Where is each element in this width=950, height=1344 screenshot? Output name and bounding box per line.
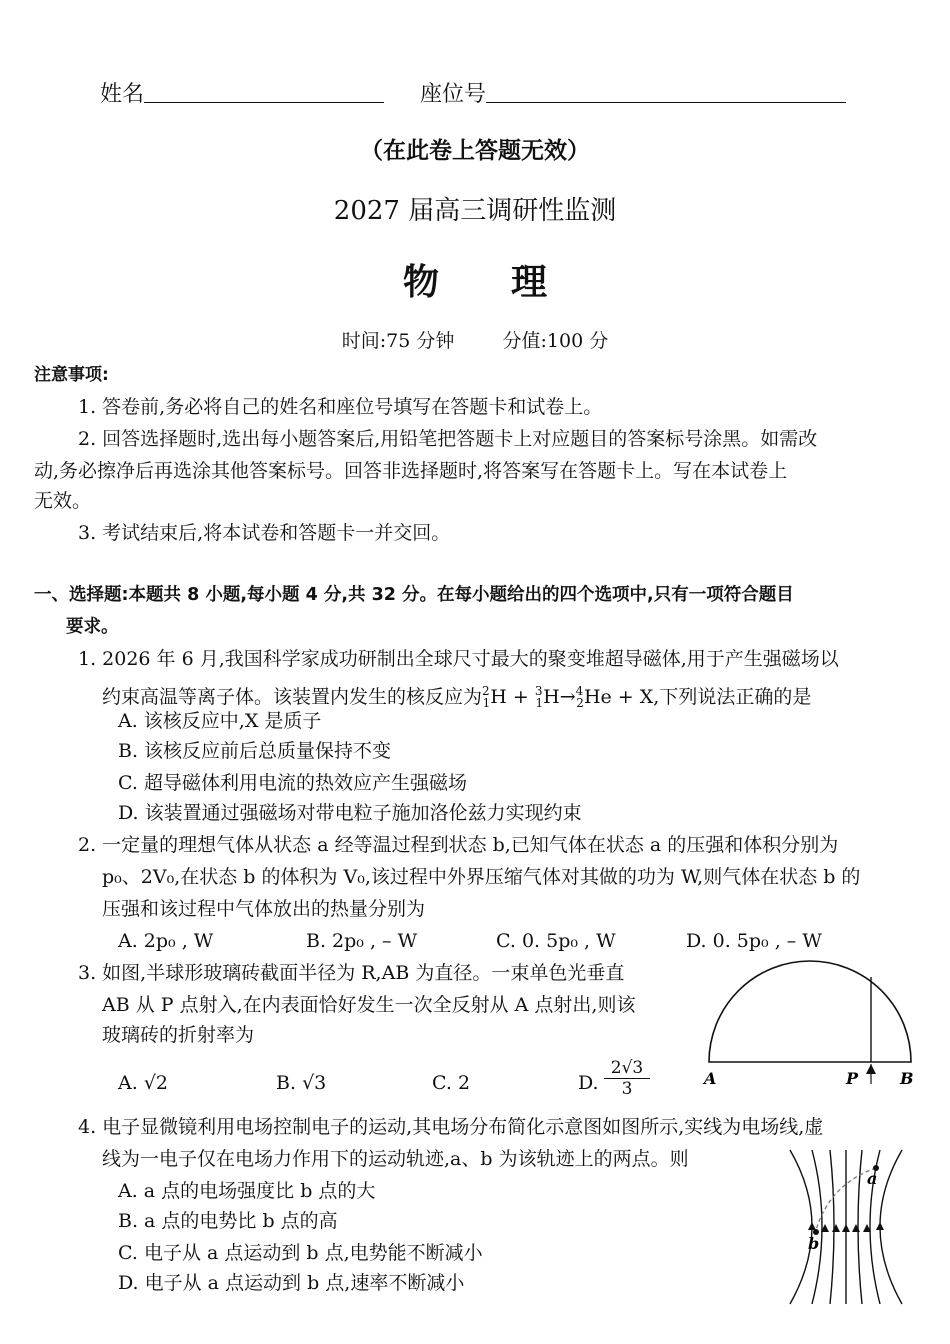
h2-mass: 2 <box>482 684 490 698</box>
q3-line1: 3. 如图,半球形玻璃砖截面半径为 R,AB 为直径。一束单色光垂直 <box>78 962 625 984</box>
q3-option-a <box>118 1068 168 1098</box>
h3-mass: 3 <box>534 684 543 698</box>
q3-a-label: A. <box>118 1072 138 1094</box>
q4-line1: 4. 电子显微镜利用电场控制电子的运动,其电场分布简化示意图如图所示,实线为电场线,虚 <box>78 1116 824 1138</box>
section1-heading-cont: 要求。 <box>66 617 119 637</box>
h2-symbol: H <box>490 686 507 708</box>
fig-label-b: B <box>900 1069 914 1088</box>
fig-label-a-point: a <box>867 1169 878 1188</box>
q1-line1: 1. 2026 年 6 月,我国科学家成功研制出全球尺寸最大的聚变堆超导磁体,用于产生强磁场以 <box>78 648 839 670</box>
q2-line1: 2. 一定量的理想气体从状态 a 经等温过程到状态 b,已知气体在状态 a 的压强和体积分别为 <box>78 834 839 856</box>
invalid-notice: （在此卷上答题无效） <box>360 138 590 164</box>
subject-title: 物 理 <box>402 261 547 303</box>
q3-d-numerator: 2√3 <box>604 1058 650 1079</box>
q1-option-c: C. 超导磁体利用电流的热效应产生强磁场 <box>118 772 467 794</box>
q3-option-b <box>276 1068 326 1098</box>
time-info: 时间:75 分钟 <box>341 330 455 352</box>
q3-line3: 玻璃砖的折射率为 <box>102 1024 255 1046</box>
q1-line2-end: ,下列说法正确的是 <box>653 686 812 708</box>
he-symbol: He <box>583 686 612 708</box>
nuclear-equation: $^2_1$H + $^3_1$H→$^4_2$He + X <box>482 684 654 710</box>
q4-option-c: C. 电子从 a 点运动到 b 点,电势能不断减小 <box>118 1242 483 1264</box>
q3-line2: AB 从 P 点射入,在内表面恰好发生一次全反射从 A 点射出,则该 <box>102 994 636 1016</box>
q1-option-d: D. 该装置通过强磁场对带电粒子施加洛伦兹力实现约束 <box>118 802 582 824</box>
q2-line2: p₀、2V₀,在状态 b 的体积为 V₀,该过程中外界压缩气体对其做的功为 W,则气体在状态 b 的 <box>102 866 861 888</box>
q2-option-b: B. 2p₀ , – W <box>306 930 418 952</box>
q1-line2-text: 约束高温等离子体。该装置内发生的核反应为 <box>102 686 483 708</box>
arrow-icon: → <box>559 686 576 708</box>
name-label: 姓名 <box>100 82 145 107</box>
q4-option-d: D. 电子从 a 点运动到 b 点,速率不断减小 <box>118 1272 465 1294</box>
note-2c: 无效。 <box>34 490 92 512</box>
q3-option-d <box>578 1068 599 1098</box>
q2-line3: 压强和该过程中气体放出的热量分别为 <box>102 898 426 920</box>
exam-info <box>0 326 950 356</box>
fig-label-b-point: b <box>808 1234 820 1253</box>
name-field[interactable] <box>144 80 384 103</box>
q1-option-a: A. 该核反应中,X 是质子 <box>118 710 322 732</box>
q3-d-denominator: 3 <box>621 1079 633 1099</box>
seat-field[interactable] <box>486 80 846 103</box>
fig-label-p: P <box>846 1069 859 1088</box>
h2-z: 1 <box>482 696 491 710</box>
q4-option-a: A. a 点的电场强度比 b 点的大 <box>118 1180 376 1202</box>
fig-label-a: A <box>704 1069 717 1088</box>
q3-b-value: √3 <box>302 1072 327 1094</box>
notes-title: 注意事项: <box>34 365 109 385</box>
x-symbol: X <box>639 686 654 708</box>
h3-symbol: H <box>543 686 560 708</box>
q4-field-figure <box>770 1148 920 1308</box>
q3-b-label: B. <box>276 1072 297 1094</box>
q3-d-fraction <box>604 1058 650 1099</box>
q3-d-label: D. <box>578 1072 599 1094</box>
q1-option-b: B. 该核反应前后总质量保持不变 <box>118 740 392 762</box>
he-z: 2 <box>576 696 584 710</box>
note-1: 1. 答卷前,务必将自己的姓名和座位号填写在答题卡和试卷上。 <box>78 396 603 418</box>
q2-option-d: D. 0. 5p₀ , – W <box>686 930 822 952</box>
section1-heading: 一、选择题:本题共 8 小题,每小题 4 分,共 32 分。在每小题给出的四个选项中,只有一项符合题目 <box>34 585 794 605</box>
score-info: 分值:100 分 <box>502 330 609 352</box>
q3-option-c: C. 2 <box>432 1072 471 1094</box>
h3-z: 1 <box>535 696 544 710</box>
seat-label: 座位号 <box>420 82 487 107</box>
name-row <box>100 80 846 110</box>
note-2a: 2. 回答选择题时,选出每小题答案后,用铅笔把答题卡上对应题目的答案标号涂黑。如需改 <box>78 428 818 450</box>
q2-option-c: C. 0. 5p₀ , W <box>496 930 616 952</box>
q3-hemisphere-figure <box>700 950 925 1090</box>
q2-option-a: A. 2p₀ , W <box>118 930 214 952</box>
q4-line2: 线为一电子仅在电场力作用下的运动轨迹,a、b 为该轨迹上的两点。则 <box>102 1148 689 1170</box>
q4-option-b: B. a 点的电势比 b 点的高 <box>118 1210 338 1232</box>
he-mass: 4 <box>575 684 584 698</box>
q3-a-value: √2 <box>143 1072 169 1094</box>
note-3: 3. 考试结束后,将本试卷和答题卡一并交回。 <box>78 522 451 544</box>
note-2b: 动,务必擦净后再选涂其他答案标号。回答非选择题时,将答案写在答题卡上。写在本试卷上 <box>34 460 788 482</box>
exam-title: 2027 届高三调研性监测 <box>333 196 617 226</box>
